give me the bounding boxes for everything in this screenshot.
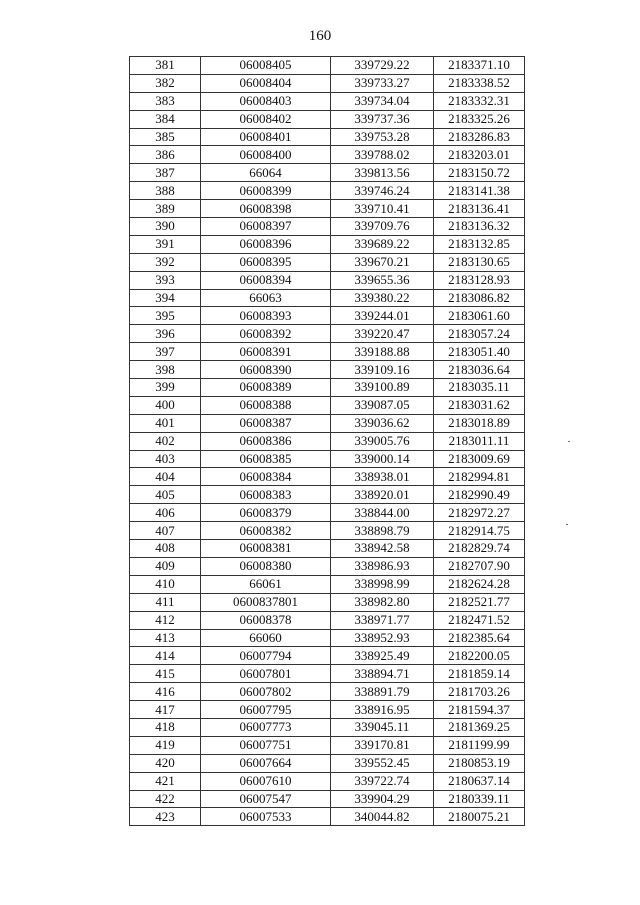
- row-number-cell: 401: [130, 414, 201, 432]
- y-coordinate-cell: 2181594.37: [434, 701, 525, 719]
- table-row: [130, 110, 525, 128]
- point-id-cell: 06007795: [201, 701, 331, 719]
- point-id-cell: 06008400: [201, 146, 331, 164]
- row-number-cell: 394: [130, 289, 201, 307]
- x-coordinate-cell: 339005.76: [331, 432, 434, 450]
- coordinates-table: [129, 56, 525, 826]
- x-coordinate-cell: 339737.36: [331, 110, 434, 128]
- point-id-cell: 06008381: [201, 540, 331, 558]
- row-number-cell: 411: [130, 593, 201, 611]
- x-coordinate-cell: 339710.41: [331, 200, 434, 218]
- row-number-cell: 387: [130, 164, 201, 182]
- x-coordinate-cell: 339188.88: [331, 343, 434, 361]
- x-coordinate-cell: 339036.62: [331, 414, 434, 432]
- row-number-cell: 393: [130, 271, 201, 289]
- y-coordinate-cell: 2180075.21: [434, 808, 525, 826]
- row-number-cell: 422: [130, 790, 201, 808]
- table-row: [130, 218, 525, 236]
- point-id-cell: 06007773: [201, 718, 331, 736]
- table-row: [130, 629, 525, 647]
- y-coordinate-cell: 2183128.93: [434, 271, 525, 289]
- table-row: [130, 468, 525, 486]
- table-row: [130, 647, 525, 665]
- y-coordinate-cell: 2182200.05: [434, 647, 525, 665]
- row-number-cell: 421: [130, 772, 201, 790]
- point-id-cell: 06008390: [201, 361, 331, 379]
- y-coordinate-cell: 2183136.41: [434, 200, 525, 218]
- y-coordinate-cell: 2181703.26: [434, 683, 525, 701]
- table-row: [130, 450, 525, 468]
- point-id-cell: 06008402: [201, 110, 331, 128]
- point-id-cell: 66064: [201, 164, 331, 182]
- point-id-cell: 06008399: [201, 182, 331, 200]
- point-id-cell: 06008389: [201, 379, 331, 397]
- table-row: [130, 379, 525, 397]
- row-number-cell: 399: [130, 379, 201, 397]
- point-id-cell: 06007794: [201, 647, 331, 665]
- y-coordinate-cell: 2183136.32: [434, 218, 525, 236]
- y-coordinate-cell: 2182994.81: [434, 468, 525, 486]
- point-id-cell: 0600837801: [201, 593, 331, 611]
- x-coordinate-cell: 339753.28: [331, 128, 434, 146]
- y-coordinate-cell: 2183009.69: [434, 450, 525, 468]
- y-coordinate-cell: 2182624.28: [434, 575, 525, 593]
- table-row: [130, 57, 525, 75]
- table-row: [130, 289, 525, 307]
- x-coordinate-cell: 339170.81: [331, 736, 434, 754]
- row-number-cell: 403: [130, 450, 201, 468]
- row-number-cell: 409: [130, 557, 201, 575]
- table-row: [130, 557, 525, 575]
- y-coordinate-cell: 2182972.27: [434, 504, 525, 522]
- point-id-cell: 06007751: [201, 736, 331, 754]
- table-row: [130, 307, 525, 325]
- point-id-cell: 06008398: [201, 200, 331, 218]
- x-coordinate-cell: 339689.22: [331, 235, 434, 253]
- row-number-cell: 390: [130, 218, 201, 236]
- row-number-cell: 392: [130, 253, 201, 271]
- table-row: [130, 253, 525, 271]
- margin-mark: [568, 441, 570, 442]
- x-coordinate-cell: 339380.22: [331, 289, 434, 307]
- y-coordinate-cell: 2182471.52: [434, 611, 525, 629]
- point-id-cell: 06007547: [201, 790, 331, 808]
- point-id-cell: 06008393: [201, 307, 331, 325]
- row-number-cell: 407: [130, 522, 201, 540]
- table-row: [130, 414, 525, 432]
- y-coordinate-cell: 2183086.82: [434, 289, 525, 307]
- table-row: [130, 540, 525, 558]
- point-id-cell: 06008392: [201, 325, 331, 343]
- point-id-cell: 06008401: [201, 128, 331, 146]
- x-coordinate-cell: 338971.77: [331, 611, 434, 629]
- table-row: [130, 128, 525, 146]
- y-coordinate-cell: 2182829.74: [434, 540, 525, 558]
- table-row: [130, 74, 525, 92]
- row-number-cell: 404: [130, 468, 201, 486]
- x-coordinate-cell: 339670.21: [331, 253, 434, 271]
- x-coordinate-cell: 338891.79: [331, 683, 434, 701]
- x-coordinate-cell: 339244.01: [331, 307, 434, 325]
- table-row: [130, 593, 525, 611]
- y-coordinate-cell: 2183141.38: [434, 182, 525, 200]
- point-id-cell: 06007801: [201, 665, 331, 683]
- x-coordinate-cell: 338998.99: [331, 575, 434, 593]
- y-coordinate-cell: 2183150.72: [434, 164, 525, 182]
- x-coordinate-cell: 339904.29: [331, 790, 434, 808]
- x-coordinate-cell: 339788.02: [331, 146, 434, 164]
- x-coordinate-cell: 339813.56: [331, 164, 434, 182]
- y-coordinate-cell: 2183130.65: [434, 253, 525, 271]
- y-coordinate-cell: 2183057.24: [434, 325, 525, 343]
- y-coordinate-cell: 2182990.49: [434, 486, 525, 504]
- row-number-cell: 388: [130, 182, 201, 200]
- row-number-cell: 386: [130, 146, 201, 164]
- point-id-cell: 06008395: [201, 253, 331, 271]
- x-coordinate-cell: 339109.16: [331, 361, 434, 379]
- table-row: [130, 235, 525, 253]
- x-coordinate-cell: 338898.79: [331, 522, 434, 540]
- point-id-cell: 06008385: [201, 450, 331, 468]
- x-coordinate-cell: 340044.82: [331, 808, 434, 826]
- y-coordinate-cell: 2181199.99: [434, 736, 525, 754]
- y-coordinate-cell: 2183203.01: [434, 146, 525, 164]
- point-id-cell: 66063: [201, 289, 331, 307]
- row-number-cell: 406: [130, 504, 201, 522]
- x-coordinate-cell: 339552.45: [331, 754, 434, 772]
- x-coordinate-cell: 339709.76: [331, 218, 434, 236]
- row-number-cell: 413: [130, 629, 201, 647]
- table-row: [130, 325, 525, 343]
- row-number-cell: 405: [130, 486, 201, 504]
- table-row: [130, 522, 525, 540]
- row-number-cell: 423: [130, 808, 201, 826]
- table-row: [130, 772, 525, 790]
- row-number-cell: 420: [130, 754, 201, 772]
- row-number-cell: 419: [130, 736, 201, 754]
- y-coordinate-cell: 2181369.25: [434, 718, 525, 736]
- table-row: [130, 701, 525, 719]
- point-id-cell: 66061: [201, 575, 331, 593]
- x-coordinate-cell: 339045.11: [331, 718, 434, 736]
- x-coordinate-cell: 339087.05: [331, 396, 434, 414]
- y-coordinate-cell: 2183036.64: [434, 361, 525, 379]
- point-id-cell: 06007533: [201, 808, 331, 826]
- table-row: [130, 164, 525, 182]
- y-coordinate-cell: 2183011.11: [434, 432, 525, 450]
- point-id-cell: 06008396: [201, 235, 331, 253]
- y-coordinate-cell: 2183332.31: [434, 92, 525, 110]
- table-row: [130, 432, 525, 450]
- row-number-cell: 389: [130, 200, 201, 218]
- x-coordinate-cell: 338844.00: [331, 504, 434, 522]
- x-coordinate-cell: 338938.01: [331, 468, 434, 486]
- y-coordinate-cell: 2182914.75: [434, 522, 525, 540]
- x-coordinate-cell: 338894.71: [331, 665, 434, 683]
- row-number-cell: 383: [130, 92, 201, 110]
- coordinates-table-body: [130, 57, 525, 826]
- y-coordinate-cell: 2183325.26: [434, 110, 525, 128]
- table-row: [130, 665, 525, 683]
- table-row: [130, 182, 525, 200]
- table-row: [130, 396, 525, 414]
- x-coordinate-cell: 339729.22: [331, 57, 434, 75]
- x-coordinate-cell: 339220.47: [331, 325, 434, 343]
- row-number-cell: 396: [130, 325, 201, 343]
- y-coordinate-cell: 2183132.85: [434, 235, 525, 253]
- table-row: [130, 808, 525, 826]
- y-coordinate-cell: 2182707.90: [434, 557, 525, 575]
- row-number-cell: 416: [130, 683, 201, 701]
- x-coordinate-cell: 338942.58: [331, 540, 434, 558]
- point-id-cell: 06008397: [201, 218, 331, 236]
- x-coordinate-cell: 338925.49: [331, 647, 434, 665]
- table-row: [130, 504, 525, 522]
- row-number-cell: 414: [130, 647, 201, 665]
- row-number-cell: 395: [130, 307, 201, 325]
- table-row: [130, 486, 525, 504]
- y-coordinate-cell: 2182521.77: [434, 593, 525, 611]
- y-coordinate-cell: 2183051.40: [434, 343, 525, 361]
- row-number-cell: 400: [130, 396, 201, 414]
- point-id-cell: 06008391: [201, 343, 331, 361]
- point-id-cell: 06008388: [201, 396, 331, 414]
- page-number: 160: [308, 28, 332, 44]
- table-row: [130, 736, 525, 754]
- x-coordinate-cell: 339100.89: [331, 379, 434, 397]
- point-id-cell: 06008394: [201, 271, 331, 289]
- y-coordinate-cell: 2182385.64: [434, 629, 525, 647]
- table-row: [130, 200, 525, 218]
- x-coordinate-cell: 339734.04: [331, 92, 434, 110]
- y-coordinate-cell: 2183371.10: [434, 57, 525, 75]
- y-coordinate-cell: 2183031.62: [434, 396, 525, 414]
- table-row: [130, 754, 525, 772]
- x-coordinate-cell: 338952.93: [331, 629, 434, 647]
- point-id-cell: 06008386: [201, 432, 331, 450]
- y-coordinate-cell: 2180339.11: [434, 790, 525, 808]
- point-id-cell: 06007664: [201, 754, 331, 772]
- y-coordinate-cell: 2183338.52: [434, 74, 525, 92]
- y-coordinate-cell: 2183286.83: [434, 128, 525, 146]
- table-row: [130, 611, 525, 629]
- table-row: [130, 790, 525, 808]
- row-number-cell: 417: [130, 701, 201, 719]
- row-number-cell: 410: [130, 575, 201, 593]
- table-row: [130, 343, 525, 361]
- point-id-cell: 06008404: [201, 74, 331, 92]
- row-number-cell: 418: [130, 718, 201, 736]
- point-id-cell: 06008405: [201, 57, 331, 75]
- y-coordinate-cell: 2180853.19: [434, 754, 525, 772]
- row-number-cell: 391: [130, 235, 201, 253]
- x-coordinate-cell: 339000.14: [331, 450, 434, 468]
- row-number-cell: 408: [130, 540, 201, 558]
- table-row: [130, 361, 525, 379]
- table-row: [130, 718, 525, 736]
- row-number-cell: 397: [130, 343, 201, 361]
- x-coordinate-cell: 339746.24: [331, 182, 434, 200]
- x-coordinate-cell: 339722.74: [331, 772, 434, 790]
- row-number-cell: 398: [130, 361, 201, 379]
- x-coordinate-cell: 338920.01: [331, 486, 434, 504]
- row-number-cell: 412: [130, 611, 201, 629]
- point-id-cell: 06008387: [201, 414, 331, 432]
- x-coordinate-cell: 339733.27: [331, 74, 434, 92]
- point-id-cell: 06008383: [201, 486, 331, 504]
- y-coordinate-cell: 2183035.11: [434, 379, 525, 397]
- row-number-cell: 415: [130, 665, 201, 683]
- point-id-cell: 06007802: [201, 683, 331, 701]
- y-coordinate-cell: 2181859.14: [434, 665, 525, 683]
- row-number-cell: 385: [130, 128, 201, 146]
- point-id-cell: 06008403: [201, 92, 331, 110]
- row-number-cell: 381: [130, 57, 201, 75]
- point-id-cell: 06008382: [201, 522, 331, 540]
- x-coordinate-cell: 338982.80: [331, 593, 434, 611]
- table-row: [130, 575, 525, 593]
- point-id-cell: 06008380: [201, 557, 331, 575]
- x-coordinate-cell: 338986.93: [331, 557, 434, 575]
- row-number-cell: 384: [130, 110, 201, 128]
- row-number-cell: 382: [130, 74, 201, 92]
- margin-mark: [566, 524, 568, 525]
- row-number-cell: 402: [130, 432, 201, 450]
- point-id-cell: 06008384: [201, 468, 331, 486]
- y-coordinate-cell: 2183061.60: [434, 307, 525, 325]
- table-row: [130, 146, 525, 164]
- point-id-cell: 06008378: [201, 611, 331, 629]
- point-id-cell: 06008379: [201, 504, 331, 522]
- x-coordinate-cell: 338916.95: [331, 701, 434, 719]
- table-row: [130, 271, 525, 289]
- table-row: [130, 92, 525, 110]
- table-row: [130, 683, 525, 701]
- x-coordinate-cell: 339655.36: [331, 271, 434, 289]
- y-coordinate-cell: 2180637.14: [434, 772, 525, 790]
- point-id-cell: 66060: [201, 629, 331, 647]
- y-coordinate-cell: 2183018.89: [434, 414, 525, 432]
- point-id-cell: 06007610: [201, 772, 331, 790]
